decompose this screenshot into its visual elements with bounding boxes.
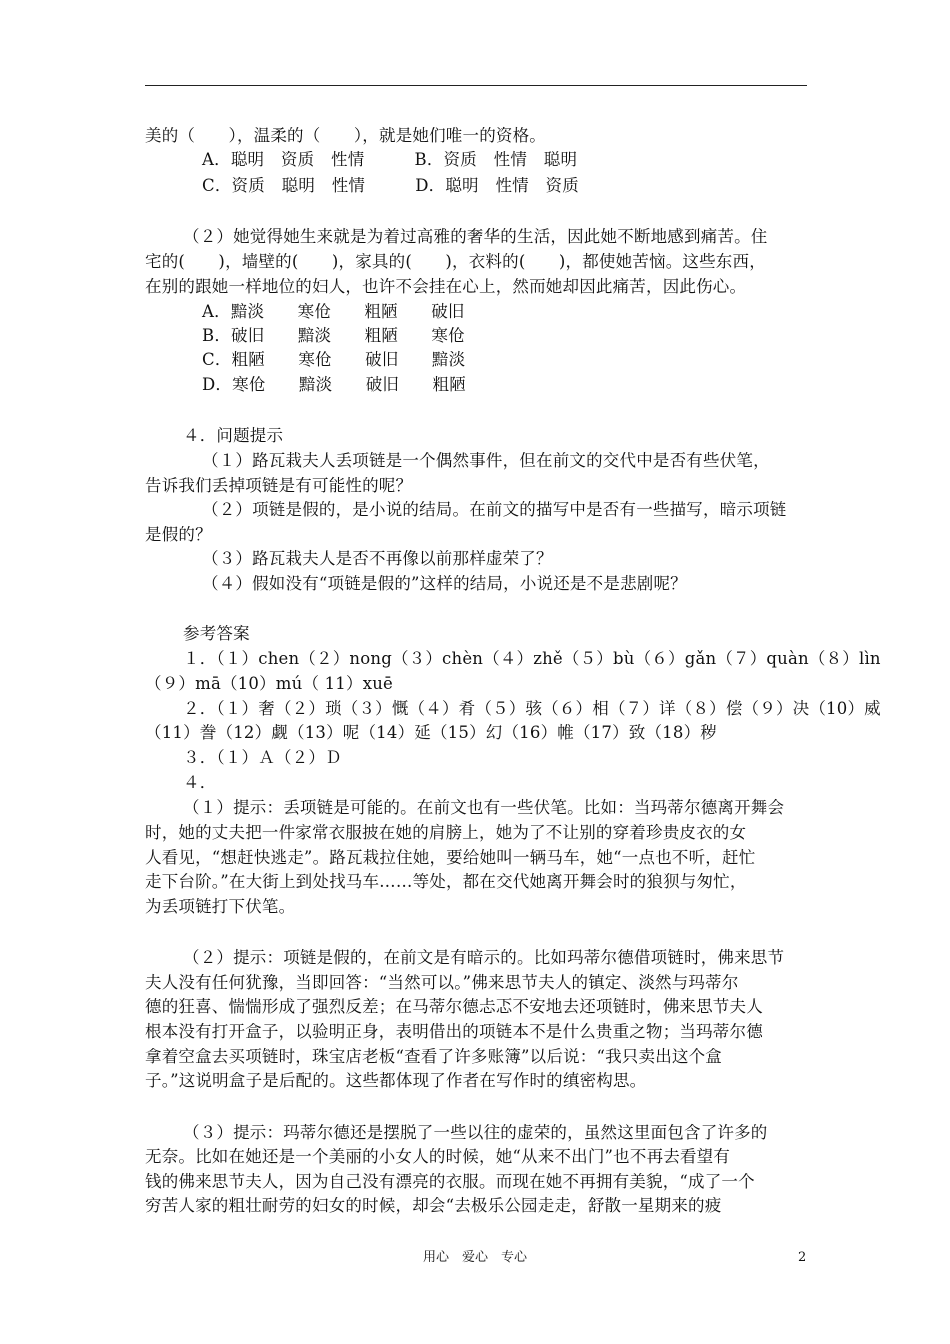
q3-2-stem-line: 在别的跟她一样地位的妇人，也许不会挂在心上，然而她却因此痛苦，因此伤心。 xyxy=(145,277,747,296)
answer-4-p1-line: 为丢项链打下伏笔。 xyxy=(145,897,296,916)
q3-2-option-line: A．黯淡 寒伧 粗陋 破旧 xyxy=(202,302,465,321)
q3-1-option-line: C．资质 聪明 性情 D．聪明 性情 资质 xyxy=(202,176,579,195)
answer-4-p1-line: （１）提示：丢项链是可能的。在前文也有一些伏笔。比如：当玛蒂尔德离开舞会 xyxy=(183,798,785,817)
q3-2-stem-line: （２）她觉得她生来就是为着过高雅的奢华的生活，因此她不断地感到痛苦。住 xyxy=(183,227,768,246)
q4-line: （１）路瓦栽夫人丢项链是一个偶然事件，但在前文的交代中是否有些伏笔， xyxy=(202,451,770,470)
q3-2-option-line: D．寒伧 黯淡 破旧 粗陋 xyxy=(202,375,466,394)
header-rule xyxy=(145,85,807,86)
page-number: 2 xyxy=(798,1250,807,1265)
answer-4-p2-line: 拿着空盒去买项链时，珠宝店老板“查看了许多账簿”以后说：“我只卖出这个盒 xyxy=(145,1047,723,1066)
answer-4-p2-line: 德的狂喜、惴惴形成了强烈反差；在马蒂尔德忐忑不安地去还项链时，佛来思节夫人 xyxy=(145,997,763,1016)
q4-line: 告诉我们丢掉项链是有可能性的呢？ xyxy=(145,476,413,495)
answer-4-p3-line: 穷苦人家的粗壮耐劳的妇女的时候，却会“去极乐公园走走，舒散一星期来的疲 xyxy=(145,1196,722,1215)
answer-4-p1-line: 时，她的丈夫把一件家常衣服披在她的肩膀上，她为了不让别的穿着珍贵皮衣的女 xyxy=(145,823,747,842)
answer-3-line: ３．（１）Ａ（２）Ｄ xyxy=(183,748,342,767)
answer-4-label: ４． xyxy=(183,773,217,792)
q4-line: （４）假如没有“项链是假的”这样的结局，小说还是不是悲剧呢？ xyxy=(202,574,687,593)
answer-2-line: ２．（１）奢（２）琐（３）慨（４）肴（５）骇（６）相（７）详（８）偿（９）决（10）威 xyxy=(183,699,881,718)
q4-line: 是假的？ xyxy=(145,525,212,544)
answer-4-p2-line: 根本没有打开盒子，以验明正身，表明借出的项链本不是什么贵重之物；当玛蒂尔德 xyxy=(145,1022,763,1041)
q3-2-stem-line: 宅的( )，墙壁的( )，家具的( )，衣料的( )，都使她苦恼。这些东西， xyxy=(145,252,766,271)
answer-4-p3-line: （３）提示：玛蒂尔德还是摆脱了一些以往的虚荣的，虽然这里面包含了许多的 xyxy=(183,1123,768,1142)
q3-1-option-line: A．聪明 资质 性情 B．资质 性情 聪明 xyxy=(202,150,578,169)
q4-line: （２）项链是假的，是小说的结局。在前文的描写中是否有一些描写，暗示项链 xyxy=(202,500,787,519)
answer-4-p3-line: 钱的佛来思节夫人，因为自己没有漂亮的衣服。而现在她不再拥有美貌，“成了一个 xyxy=(145,1172,755,1191)
answer-2-line: （11）誊（12）觑（13）呢（14）延（15）幻（16）帷（17）致（18）秽 xyxy=(145,723,717,742)
answer-4-p2-line: 夫人没有任何犹豫，当即回答：“当然可以。”佛来思节夫人的镇定、淡然与玛蒂尔 xyxy=(145,973,739,992)
answer-4-p2-line: 子。”这说明盒子是后配的。这些都体现了作者在写作时的缜密构思。 xyxy=(145,1071,647,1090)
answer-1-line: （９）mā（10）mú（ 11）xuē xyxy=(145,674,393,693)
answer-4-p1-line: 人看见，“想赶快逃走”。路瓦栽拉住她，要给她叫一辆马车，她“一点也不听，赶忙 xyxy=(145,848,756,867)
q3-1-stem-tail: 美的（ ），温柔的（ ），就是她们唯一的资格。 xyxy=(145,126,546,145)
q3-2-option-line: B．破旧 黯淡 粗陋 寒伧 xyxy=(202,326,465,345)
q3-2-option-line: C．粗陋 寒伧 破旧 黯淡 xyxy=(202,350,466,369)
answers-title: 参考答案 xyxy=(183,624,250,643)
answer-1-line: １．（１）chen（２）nong（３）chèn（４）zhě（５）bù（６）gǎn（７）quàn（８）lìn xyxy=(183,649,881,668)
q4-line: （３）路瓦栽夫人是否不再像以前那样虚荣了？ xyxy=(202,549,553,568)
q4-title: ４．问题提示 xyxy=(183,426,284,445)
footer-motto: 用心 爱心 专心 xyxy=(422,1250,527,1265)
answer-4-p1-line: 走下台阶。”在大街上到处找马车……等处，都在交代她离开舞会时的狼狈与匆忙， xyxy=(145,872,747,891)
answer-4-p2-line: （２）提示：项链是假的，在前文是有暗示的。比如玛蒂尔德借项链时，佛来思节 xyxy=(183,948,785,967)
answer-4-p3-line: 无奈。比如在她还是一个美丽的小女人的时候，她“从来不出门”也不再去看望有 xyxy=(145,1147,731,1166)
